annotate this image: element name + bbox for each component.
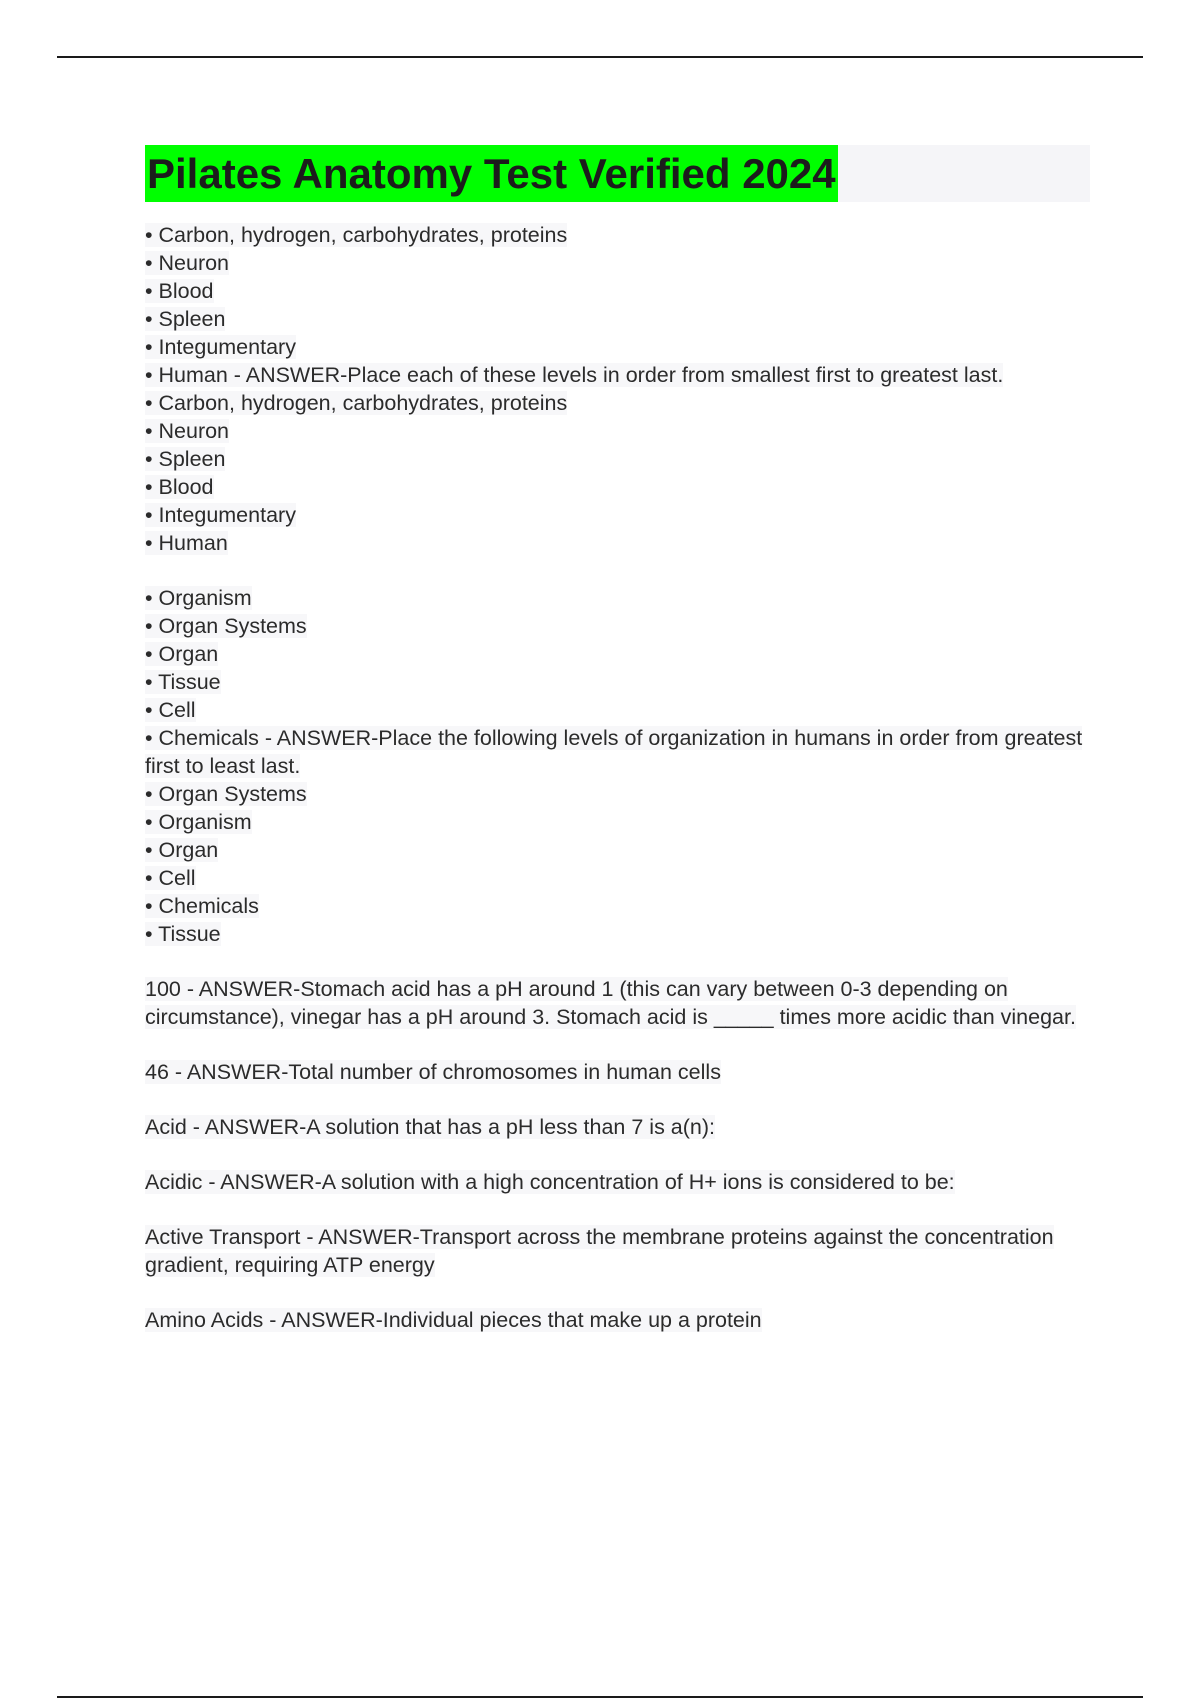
list-item: • Blood — [145, 279, 214, 303]
question-block-2 — [145, 584, 1090, 948]
list-item: • Chemicals - ANSWER-Place the following levels of organization in humans in order from greatest first to least last. — [145, 726, 1083, 778]
question-text: Active Transport - ANSWER-Transport across the membrane proteins against the concentration gradient, requiring ATP energy — [145, 1225, 1054, 1277]
list-item: • Organ — [145, 838, 219, 862]
list-item: • Organism — [145, 586, 252, 610]
question-block-8 — [145, 1306, 1090, 1334]
title-bar — [145, 145, 1090, 202]
question-block-6 — [145, 1168, 1090, 1196]
list-item: • Human - ANSWER-Place each of these levels in order from smallest first to greatest last. — [145, 363, 1004, 387]
question-block-1 — [145, 221, 1090, 557]
top-rule — [57, 56, 1143, 58]
question-text: 46 - ANSWER-Total number of chromosomes in human cells — [145, 1060, 721, 1084]
question-text: Acidic - ANSWER-A solution with a high concentration of H+ ions is considered to be: — [145, 1170, 955, 1194]
page-title: Pilates Anatomy Test Verified 2024 — [145, 145, 838, 202]
question-block-4 — [145, 1058, 1090, 1086]
list-item: • Organ — [145, 642, 219, 666]
bottom-rule — [57, 1696, 1143, 1698]
question-block-5 — [145, 1113, 1090, 1141]
list-item: • Neuron — [145, 251, 230, 275]
question-text: Amino Acids - ANSWER-Individual pieces that make up a protein — [145, 1308, 762, 1332]
list-item: • Neuron — [145, 419, 230, 443]
list-item: • Organism — [145, 810, 252, 834]
list-item: • Organ Systems — [145, 782, 307, 806]
list-item: • Cell — [145, 698, 196, 722]
list-item: • Carbon, hydrogen, carbohydrates, proteins — [145, 223, 568, 247]
list-item: • Organ Systems — [145, 614, 307, 638]
list-item: • Human — [145, 531, 228, 555]
question-block-7 — [145, 1223, 1090, 1279]
list-item: • Blood — [145, 475, 214, 499]
question-text: 100 - ANSWER-Stomach acid has a pH around 1 (this can vary between 0-3 depending on circumstance), vinegar has a pH around 3. Stomach acid is _____ times more acidic than vinegar. — [145, 977, 1076, 1029]
list-item: • Integumentary — [145, 503, 296, 527]
list-item: • Tissue — [145, 922, 221, 946]
question-block-3 — [145, 975, 1090, 1031]
list-item: • Cell — [145, 866, 196, 890]
list-item: • Chemicals — [145, 894, 259, 918]
list-item: • Tissue — [145, 670, 221, 694]
list-item: • Carbon, hydrogen, carbohydrates, proteins — [145, 391, 568, 415]
document-body — [145, 145, 1090, 1334]
question-text: Acid - ANSWER-A solution that has a pH less than 7 is a(n): — [145, 1115, 716, 1139]
list-item: • Spleen — [145, 447, 226, 471]
list-item: • Spleen — [145, 307, 226, 331]
list-item: • Integumentary — [145, 335, 296, 359]
